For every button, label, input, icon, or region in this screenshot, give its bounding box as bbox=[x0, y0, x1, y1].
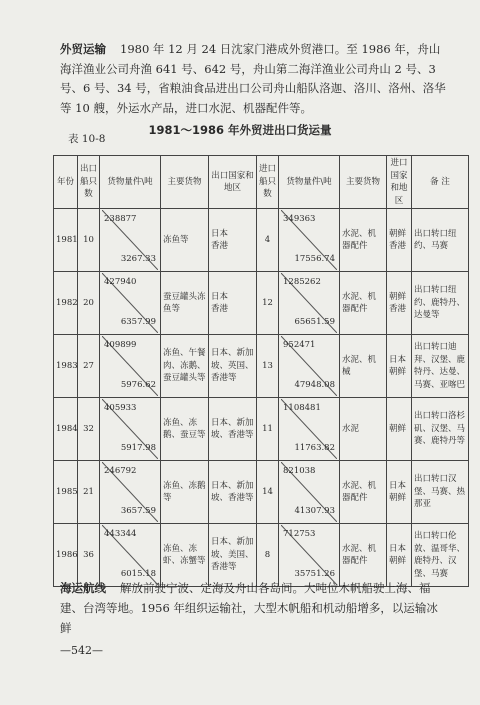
cell-in-quantity bbox=[279, 335, 340, 398]
cell-out-ships: 32 bbox=[78, 398, 100, 461]
cell-out-quantity bbox=[100, 335, 161, 398]
shipping-paragraph bbox=[60, 578, 448, 638]
cell-in-ships: 13 bbox=[257, 335, 279, 398]
tons-value: 11763.82 bbox=[294, 442, 335, 453]
cell-in-country: 日本 朝鲜 bbox=[387, 461, 412, 524]
cell-in-country: 日本 朝鲜 bbox=[387, 335, 412, 398]
header-in-country: 进口国家和地区 bbox=[387, 156, 412, 209]
cell-in-ships: 12 bbox=[257, 272, 279, 335]
table-header-row bbox=[54, 156, 469, 209]
cell-out-quantity bbox=[100, 398, 161, 461]
tons-value: 5917.98 bbox=[120, 442, 156, 453]
cell-in-country: 日本 朝鲜 bbox=[387, 524, 412, 587]
cell-out-goods: 冻鱼、午餐肉、冻鹅、蚕豆罐头等 bbox=[161, 335, 209, 398]
tons-value: 65651.59 bbox=[294, 316, 335, 327]
page-number: —542— bbox=[60, 644, 103, 657]
cell-note: 出口转口纽约、鹿特丹、达曼等 bbox=[412, 272, 469, 335]
cell-in-goods: 水泥、机器配件 bbox=[340, 524, 387, 587]
cell-out-quantity bbox=[100, 209, 161, 272]
tons-value: 6015.18 bbox=[120, 568, 156, 579]
pieces-value: 405933 bbox=[104, 403, 137, 413]
tons-value: 3657.59 bbox=[120, 505, 156, 516]
header-year: 年份 bbox=[54, 156, 78, 209]
pieces-value: 238877 bbox=[104, 214, 137, 224]
table-row bbox=[54, 461, 469, 524]
cell-in-country: 朝鲜 bbox=[387, 398, 412, 461]
cell-note: 出口转口洛杉矶、汉堡、马赛、鹿特丹等 bbox=[412, 398, 469, 461]
pieces-value: 1108481 bbox=[283, 403, 321, 413]
cell-out-ships: 10 bbox=[78, 209, 100, 272]
cell-out-goods: 冻鱼、冻鹅等 bbox=[161, 461, 209, 524]
pieces-value: 952471 bbox=[283, 340, 316, 350]
header-out-ships: 出口船只数 bbox=[78, 156, 100, 209]
cell-year: 1982 bbox=[54, 272, 78, 335]
cell-out-quantity bbox=[100, 461, 161, 524]
header-in-quantity: 货物量件\吨 bbox=[279, 156, 340, 209]
cell-out-country: 日本 香港 bbox=[209, 209, 257, 272]
cell-year: 1984 bbox=[54, 398, 78, 461]
pieces-value: 821038 bbox=[283, 466, 316, 476]
tons-value: 47948.08 bbox=[294, 379, 335, 390]
header-out-goods: 主要货物 bbox=[161, 156, 209, 209]
cell-out-country: 日本、新加坡、香港等 bbox=[209, 461, 257, 524]
pieces-value: 712753 bbox=[283, 529, 316, 539]
pieces-value: 349363 bbox=[283, 214, 316, 224]
table-row bbox=[54, 398, 469, 461]
pieces-value: 427940 bbox=[104, 277, 137, 287]
cell-out-ships: 27 bbox=[78, 335, 100, 398]
cell-in-quantity bbox=[279, 461, 340, 524]
cell-out-ships: 36 bbox=[78, 524, 100, 587]
shipping-text: 解放前驶宁波、定海及舟山各岛间。大吨位木帆船驶上海、福建、台湾等地。1956 年组织运输社，大型木帆船和机动船增多，以运输冰鲜 bbox=[60, 581, 438, 635]
cell-out-quantity bbox=[100, 272, 161, 335]
header-out-quantity: 货物量件\吨 bbox=[100, 156, 161, 209]
cell-out-goods: 冻鱼、冻鹅、蚕豆等 bbox=[161, 398, 209, 461]
pieces-value: 1285262 bbox=[283, 277, 321, 287]
cell-year: 1983 bbox=[54, 335, 78, 398]
tons-value: 17556.74 bbox=[294, 253, 335, 264]
cell-in-quantity bbox=[279, 209, 340, 272]
cell-year: 1985 bbox=[54, 461, 78, 524]
table-row bbox=[54, 209, 469, 272]
cell-note: 出口转口伦敦、温哥华、鹿特丹、汉堡、马赛 bbox=[412, 524, 469, 587]
cell-note: 出口转口汉堡、马赛、热那亚 bbox=[412, 461, 469, 524]
table-number: 表 10-8 bbox=[68, 133, 106, 145]
intro-text: 1980 年 12 月 24 日沈家门港成外贸港口。至 1986 年，舟山海洋渔业公司舟渔 641 号、642 号，舟山第二海洋渔业公司舟山 2 号、3 号、6 号、34 号，省粮油食品进出口公司舟山船队洛迦、洛川、洛州、洛华等 10 艘，外运水产品，进口水泥、机器配件等。 bbox=[60, 42, 446, 115]
cell-in-quantity bbox=[279, 272, 340, 335]
cell-in-country: 朝鲜 香港 bbox=[387, 209, 412, 272]
cell-in-ships: 8 bbox=[257, 524, 279, 587]
cell-out-goods: 蚕豆罐头冻鱼等 bbox=[161, 272, 209, 335]
header-note: 备 注 bbox=[412, 156, 469, 209]
pieces-value: 443344 bbox=[104, 529, 137, 539]
cell-out-country: 日本、新加坡、香港等 bbox=[209, 398, 257, 461]
table-title: 1981～1986 年外贸进出口货运量 bbox=[148, 123, 332, 137]
cell-out-goods: 冻鱼等 bbox=[161, 209, 209, 272]
cell-note: 出口转口迪拜、汉堡、鹿特丹、达曼、马赛、亚喀巴 bbox=[412, 335, 469, 398]
cell-in-ships: 14 bbox=[257, 461, 279, 524]
cell-in-goods: 水泥 bbox=[340, 398, 387, 461]
table-row bbox=[54, 272, 469, 335]
trade-table bbox=[53, 155, 469, 587]
cell-in-ships: 11 bbox=[257, 398, 279, 461]
tons-value: 35751.26 bbox=[294, 568, 335, 579]
cell-in-goods: 水泥、机械 bbox=[340, 335, 387, 398]
tons-value: 6357.99 bbox=[120, 316, 156, 327]
cell-out-ships: 20 bbox=[78, 272, 100, 335]
cell-in-country: 朝鲜 香港 bbox=[387, 272, 412, 335]
cell-out-country: 日本 香港 bbox=[209, 272, 257, 335]
tons-value: 41307.93 bbox=[294, 505, 335, 516]
cell-note: 出口转口纽约、马赛 bbox=[412, 209, 469, 272]
table-row bbox=[54, 335, 469, 398]
pieces-value: 246792 bbox=[104, 466, 137, 476]
pieces-value: 409899 bbox=[104, 340, 137, 350]
cell-in-goods: 水泥、机器配件 bbox=[340, 461, 387, 524]
header-in-ships: 进口船只数 bbox=[257, 156, 279, 209]
cell-in-goods: 水泥、机器配件 bbox=[340, 209, 387, 272]
intro-lead: 外贸运输 bbox=[60, 42, 106, 56]
intro-paragraph bbox=[60, 40, 448, 118]
header-out-country: 出口国家和地区 bbox=[209, 156, 257, 209]
header-in-goods: 主要货物 bbox=[340, 156, 387, 209]
tons-value: 3267.33 bbox=[120, 253, 156, 264]
cell-out-country: 日本、新加坡、美国、香港等 bbox=[209, 524, 257, 587]
cell-in-goods: 水泥、机器配件 bbox=[340, 272, 387, 335]
cell-year: 1981 bbox=[54, 209, 78, 272]
tons-value: 5976.62 bbox=[120, 379, 156, 390]
cell-out-country: 日本、新加坡、英国、香港等 bbox=[209, 335, 257, 398]
cell-year: 1986 bbox=[54, 524, 78, 587]
cell-out-ships: 21 bbox=[78, 461, 100, 524]
shipping-lead: 海运航线 bbox=[60, 581, 106, 595]
cell-in-quantity bbox=[279, 398, 340, 461]
cell-in-ships: 4 bbox=[257, 209, 279, 272]
cell-out-goods: 冻鱼、冻虾、冻蟹等 bbox=[161, 524, 209, 587]
